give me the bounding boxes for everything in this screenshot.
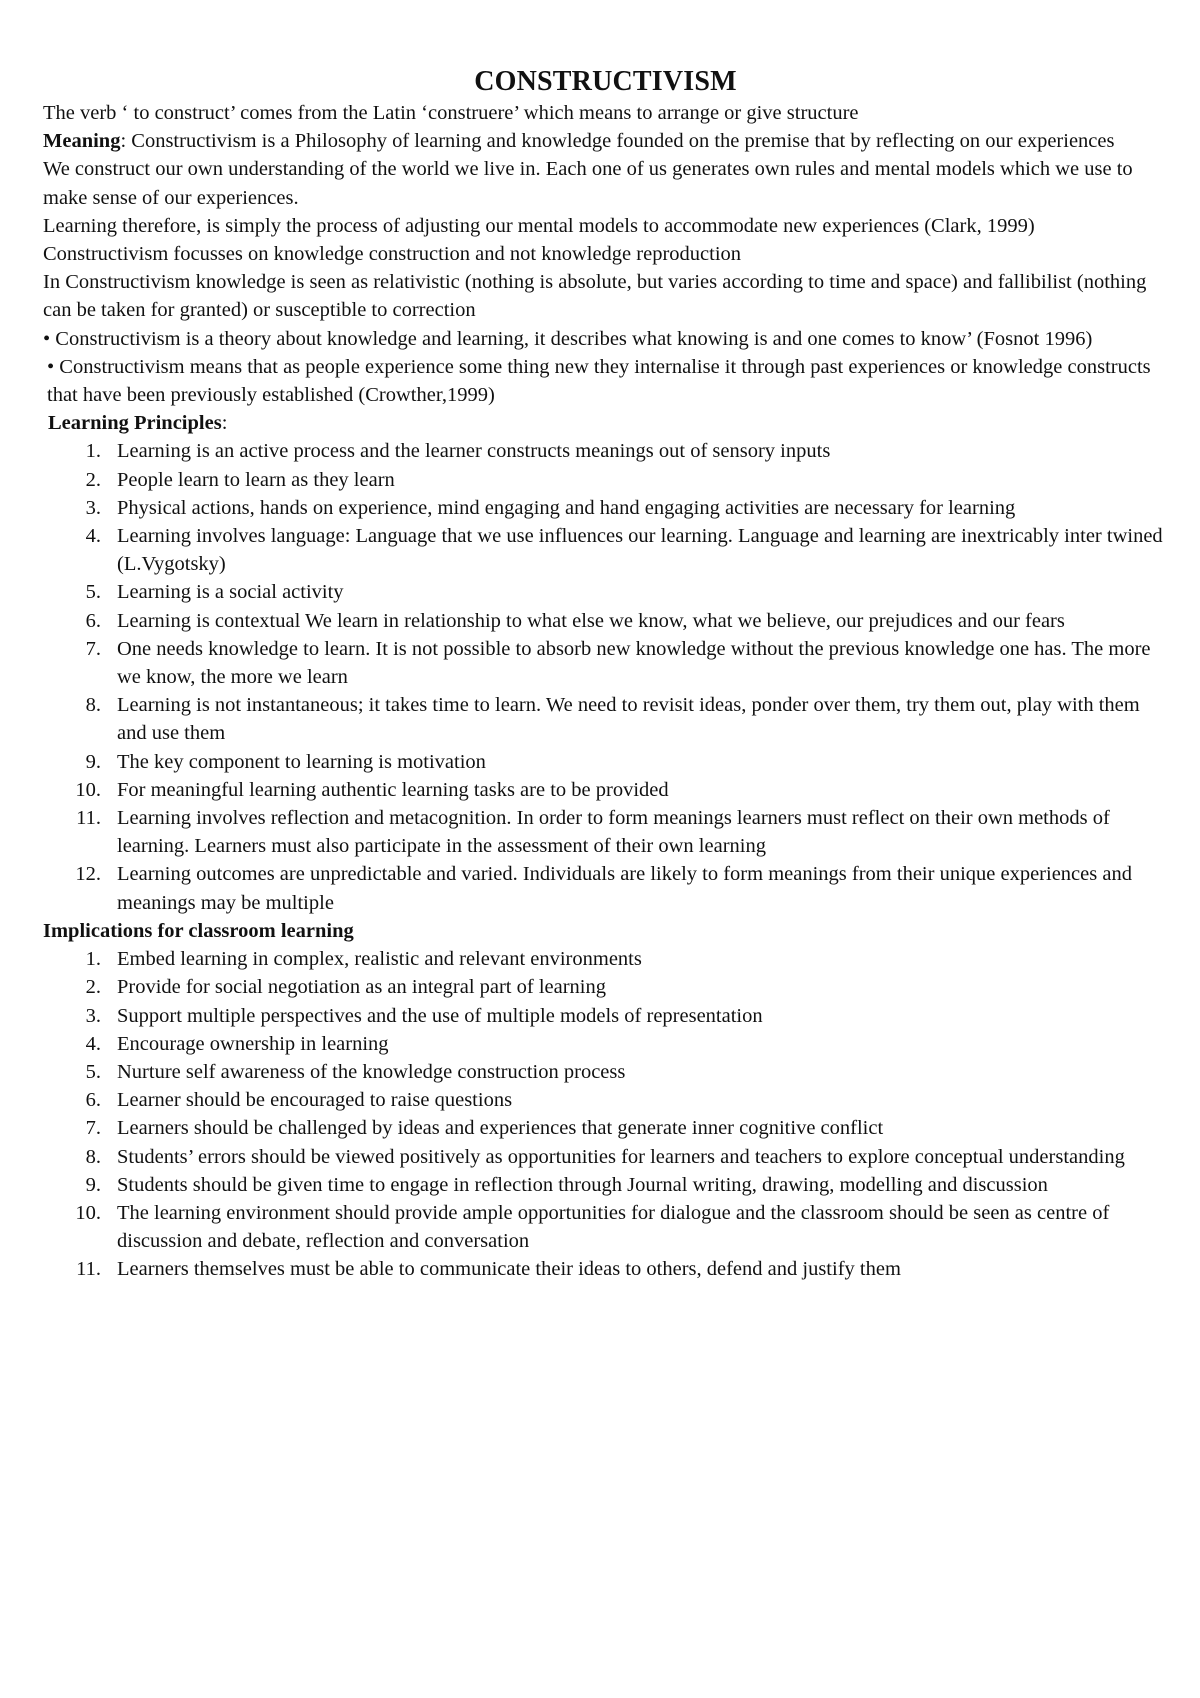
- list-item-text: Learning is contextual We learn in relationship to what else we know, what we believe, our prejudices and our fears: [117, 609, 1065, 632]
- list-item: [43, 1199, 1168, 1255]
- list-item-text: People learn to learn as they learn: [117, 468, 395, 491]
- list-item-number: 5.: [85, 1060, 101, 1083]
- list-item-number: 10.: [75, 1201, 101, 1224]
- meaning-label: Meaning: [43, 130, 121, 153]
- meaning-paragraph: [43, 127, 1168, 155]
- list-item-number: 4.: [85, 525, 101, 548]
- list-item-number: 6.: [85, 609, 101, 632]
- list-item-number: 9.: [85, 1173, 101, 1196]
- principles-heading-suffix: :: [221, 412, 228, 435]
- list-item: [43, 776, 1168, 804]
- list-item: [43, 578, 1168, 606]
- list-item-text: Support multiple perspectives and the use of multiple models of representation: [117, 1004, 763, 1027]
- list-item: [43, 748, 1168, 776]
- list-item-text: Learning involves reflection and metacognition. In order to form meanings learners must reflect on their own methods of learning. Learners must also participate in the assessment of their own learning: [117, 807, 1110, 858]
- list-item: [43, 466, 1168, 494]
- list-item-number: 7.: [85, 1117, 101, 1140]
- list-item-text: Embed learning in complex, realistic and relevant environments: [117, 948, 642, 971]
- verb-definition: The verb ‘ to construct’ comes from the Latin ‘construere’ which means to arrange or give structure: [43, 102, 859, 124]
- list-item-text: One needs knowledge to learn. It is not possible to absorb new knowledge without the previous knowledge one has. The more we know, the more we learn: [117, 637, 1151, 689]
- list-item: [43, 437, 1168, 465]
- principles-list: [43, 437, 1168, 916]
- focus-paragraph: Constructivism focusses on knowledge construction and not knowledge reproduction: [43, 243, 742, 266]
- list-item-text: Encourage ownership in learning: [117, 1032, 389, 1055]
- list-item: [43, 494, 1168, 522]
- list-item-number: 8.: [85, 694, 101, 717]
- implications-heading: Implications for classroom learning: [43, 919, 354, 942]
- list-item-text: Learner should be encouraged to raise questions: [117, 1089, 513, 1112]
- list-item-text: Learning is not instantaneous; it takes time to learn. We need to revisit ideas, ponder over them, try them out, play with them and use them: [117, 694, 1140, 745]
- list-item-text: Learners should be challenged by ideas and experiences that generate inner cognitive conflict: [117, 1117, 884, 1140]
- list-item-text: Physical actions, hands on experience, mind engaging and hand engaging activities are necessary for learning: [117, 496, 1016, 519]
- list-item-text: For meaningful learning authentic learning tasks are to be provided: [117, 778, 669, 801]
- list-item: [43, 1086, 1168, 1114]
- list-item-number: 10.: [75, 778, 101, 801]
- list-item: [43, 522, 1168, 578]
- list-item: [43, 1058, 1168, 1086]
- list-item-number: 3.: [85, 1004, 101, 1027]
- bullet-experience: • Constructivism means that as people experience some thing new they internalise it through past experiences or knowledge constructs that have been previously established (Crowther,1999): [47, 355, 1151, 407]
- learning-paragraph: Learning therefore, is simply the process of adjusting our mental models to accommodate new experiences (Clark, 1999): [43, 214, 1035, 237]
- document-title: CONSTRUCTIVISM: [474, 66, 737, 97]
- list-item-text: Students’ errors should be viewed positively as opportunities for learners and teachers to explore conceptual understanding: [117, 1145, 1125, 1168]
- principles-heading-text: Learning Principles: [48, 412, 222, 435]
- list-item-number: 1.: [85, 948, 101, 971]
- list-item-number: 12.: [75, 863, 101, 886]
- list-item: [43, 1002, 1168, 1030]
- list-item-text: Learning is a social activity: [117, 581, 344, 604]
- list-item: [43, 1114, 1168, 1142]
- list-item-text: Learning outcomes are unpredictable and varied. Individuals are likely to form meanings from their unique experiences and meanings may be multiple: [117, 863, 1132, 914]
- list-item: [43, 1030, 1168, 1058]
- list-item-text: Learners themselves must be able to communicate their ideas to others, defend and justify them: [117, 1258, 901, 1281]
- meaning-text: : Constructivism is a Philosophy of learning and knowledge founded on the premise that by reflecting on our experiences: [120, 130, 1115, 153]
- list-item: [43, 1143, 1168, 1171]
- list-item-number: 8.: [85, 1145, 101, 1168]
- list-item-number: 6.: [85, 1089, 101, 1112]
- list-item: [43, 860, 1168, 916]
- list-item-number: 1.: [85, 440, 101, 463]
- list-item-number: 7.: [85, 637, 101, 660]
- list-item-number: 3.: [85, 496, 101, 519]
- list-item-text: Learning is an active process and the learner constructs meanings out of sensory inputs: [117, 440, 831, 463]
- list-item: [43, 973, 1168, 1001]
- construct-paragraph: We construct our own understanding of the world we live in. Each one of us generates own rules and mental models which we use to make sense of our experiences.: [43, 158, 1133, 209]
- list-item-text: Students should be given time to engage in reflection through Journal writing, drawing, modelling and discussion: [117, 1173, 1048, 1196]
- list-item-number: 9.: [85, 750, 101, 773]
- list-item: [43, 635, 1168, 691]
- list-item-text: Learning involves language: Language that we use influences our learning. Language and learning are inextricably inter twined (L.Vygotsky): [117, 525, 1163, 576]
- bullet-theory: • Constructivism is a theory about knowledge and learning, it describes what knowing is and one comes to know’ (Fosnot 1996): [43, 327, 1093, 350]
- list-item-number: 4.: [85, 1032, 101, 1055]
- list-item: [43, 945, 1168, 973]
- list-item-number: 2.: [85, 468, 101, 491]
- list-item-number: 11.: [76, 1258, 101, 1281]
- list-item-text: The key component to learning is motivation: [117, 750, 486, 773]
- list-item-text: The learning environment should provide ample opportunities for dialogue and the classroom should be seen as centre of discussion and debate, reflection and conversation: [117, 1201, 1110, 1253]
- list-item-text: Nurture self awareness of the knowledge construction process: [117, 1060, 626, 1083]
- list-item: [43, 691, 1168, 747]
- list-item: [43, 1171, 1168, 1199]
- list-item: [43, 1255, 1168, 1283]
- list-item-text: Provide for social negotiation as an integral part of learning: [117, 976, 606, 999]
- document-page: [43, 66, 1168, 1284]
- list-item-number: 11.: [76, 807, 101, 830]
- list-item: [43, 804, 1168, 860]
- principles-heading: [43, 409, 1168, 437]
- list-item: [43, 607, 1168, 635]
- implications-list: [43, 945, 1168, 1283]
- list-item-number: 5.: [85, 581, 101, 604]
- relativistic-paragraph: In Constructivism knowledge is seen as relativistic (nothing is absolute, but varies according to time and space) and fallibilist (nothing can be taken for granted) or susceptible to correction: [43, 271, 1147, 322]
- list-item-number: 2.: [85, 976, 101, 999]
